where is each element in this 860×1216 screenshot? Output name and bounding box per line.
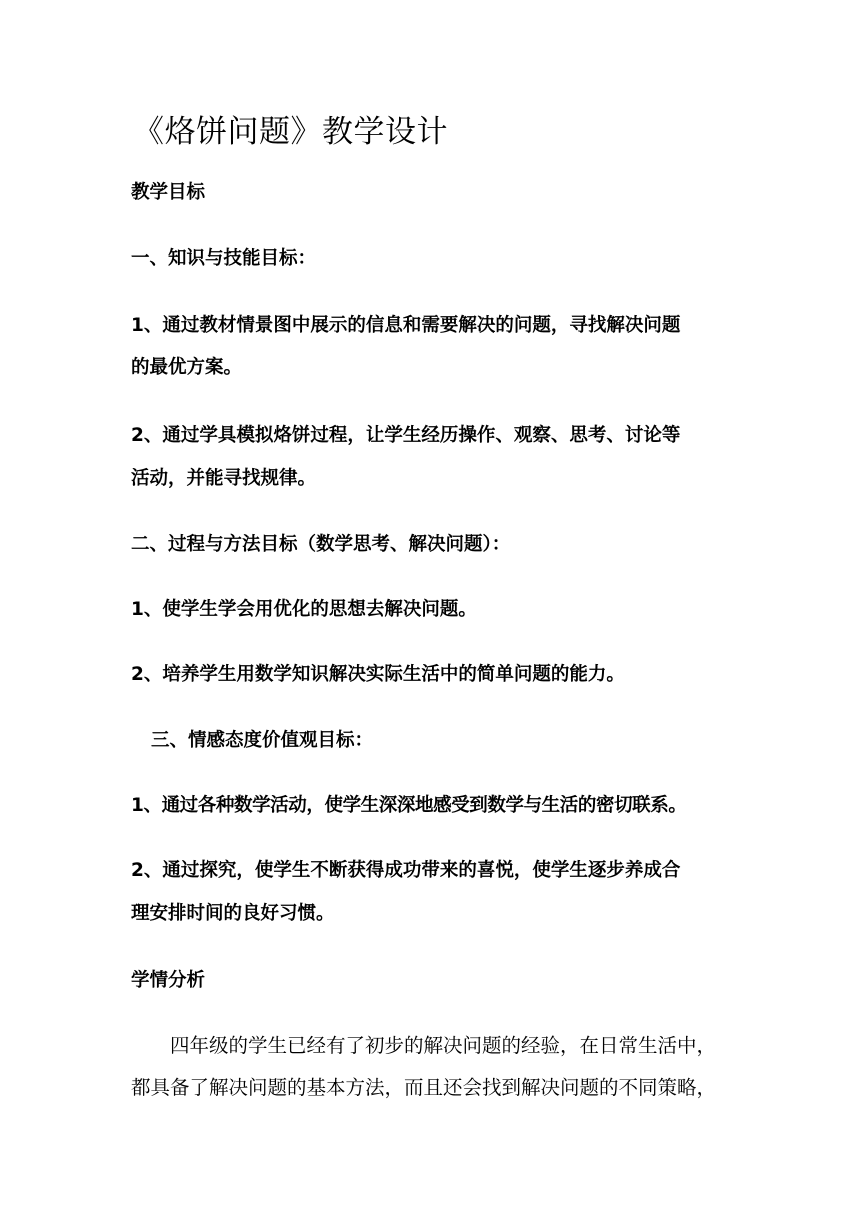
emotion-goal-1: 1、通过各种数学活动，使学生深深地感受到数学与生活的密切联系。 bbox=[131, 795, 687, 816]
goal-2-line-1: 2、通过学具模拟烙饼过程，让学生经历操作、观察、思考、讨论等 bbox=[131, 425, 681, 446]
goal-1-line-1: 1、通过教材情景图中展示的信息和需要解决的问题，寻找解决问题 bbox=[131, 315, 681, 336]
analysis-paragraph-line-2: 都具备了解决问题的基本方法，而且还会找到解决问题的不同策略， bbox=[131, 1076, 717, 1099]
heading-teaching-goals: 教学目标 bbox=[131, 182, 206, 203]
emotion-goal-2-line-1: 2、通过探究，使学生不断获得成功带来的喜悦，使学生逐步养成合 bbox=[131, 860, 681, 881]
goal-2-line-2: 活动，并能寻找规律。 bbox=[131, 468, 317, 489]
analysis-paragraph-line-1: 四年级的学生已经有了初步的解决问题的经验，在日常生活中， bbox=[170, 1034, 717, 1057]
process-goal-1: 1、使学生学会用优化的思想去解决问题。 bbox=[131, 599, 477, 620]
process-goal-2: 2、培养学生用数学知识解决实际生活中的简单问题的能力。 bbox=[131, 664, 625, 685]
document-title: 《烙饼问题》教学设计 bbox=[133, 114, 448, 150]
heading-student-analysis: 学情分析 bbox=[131, 970, 206, 991]
heading-emotion-values: 三、情感态度价值观目标： bbox=[151, 730, 374, 751]
goal-1-line-2: 的最优方案。 bbox=[131, 357, 243, 378]
heading-process-method: 二、过程与方法目标（数学思考、解决问题）： bbox=[131, 534, 511, 555]
heading-knowledge-skills: 一、知识与技能目标： bbox=[131, 248, 317, 269]
emotion-goal-2-line-2: 理安排时间的良好习惯。 bbox=[131, 903, 335, 924]
